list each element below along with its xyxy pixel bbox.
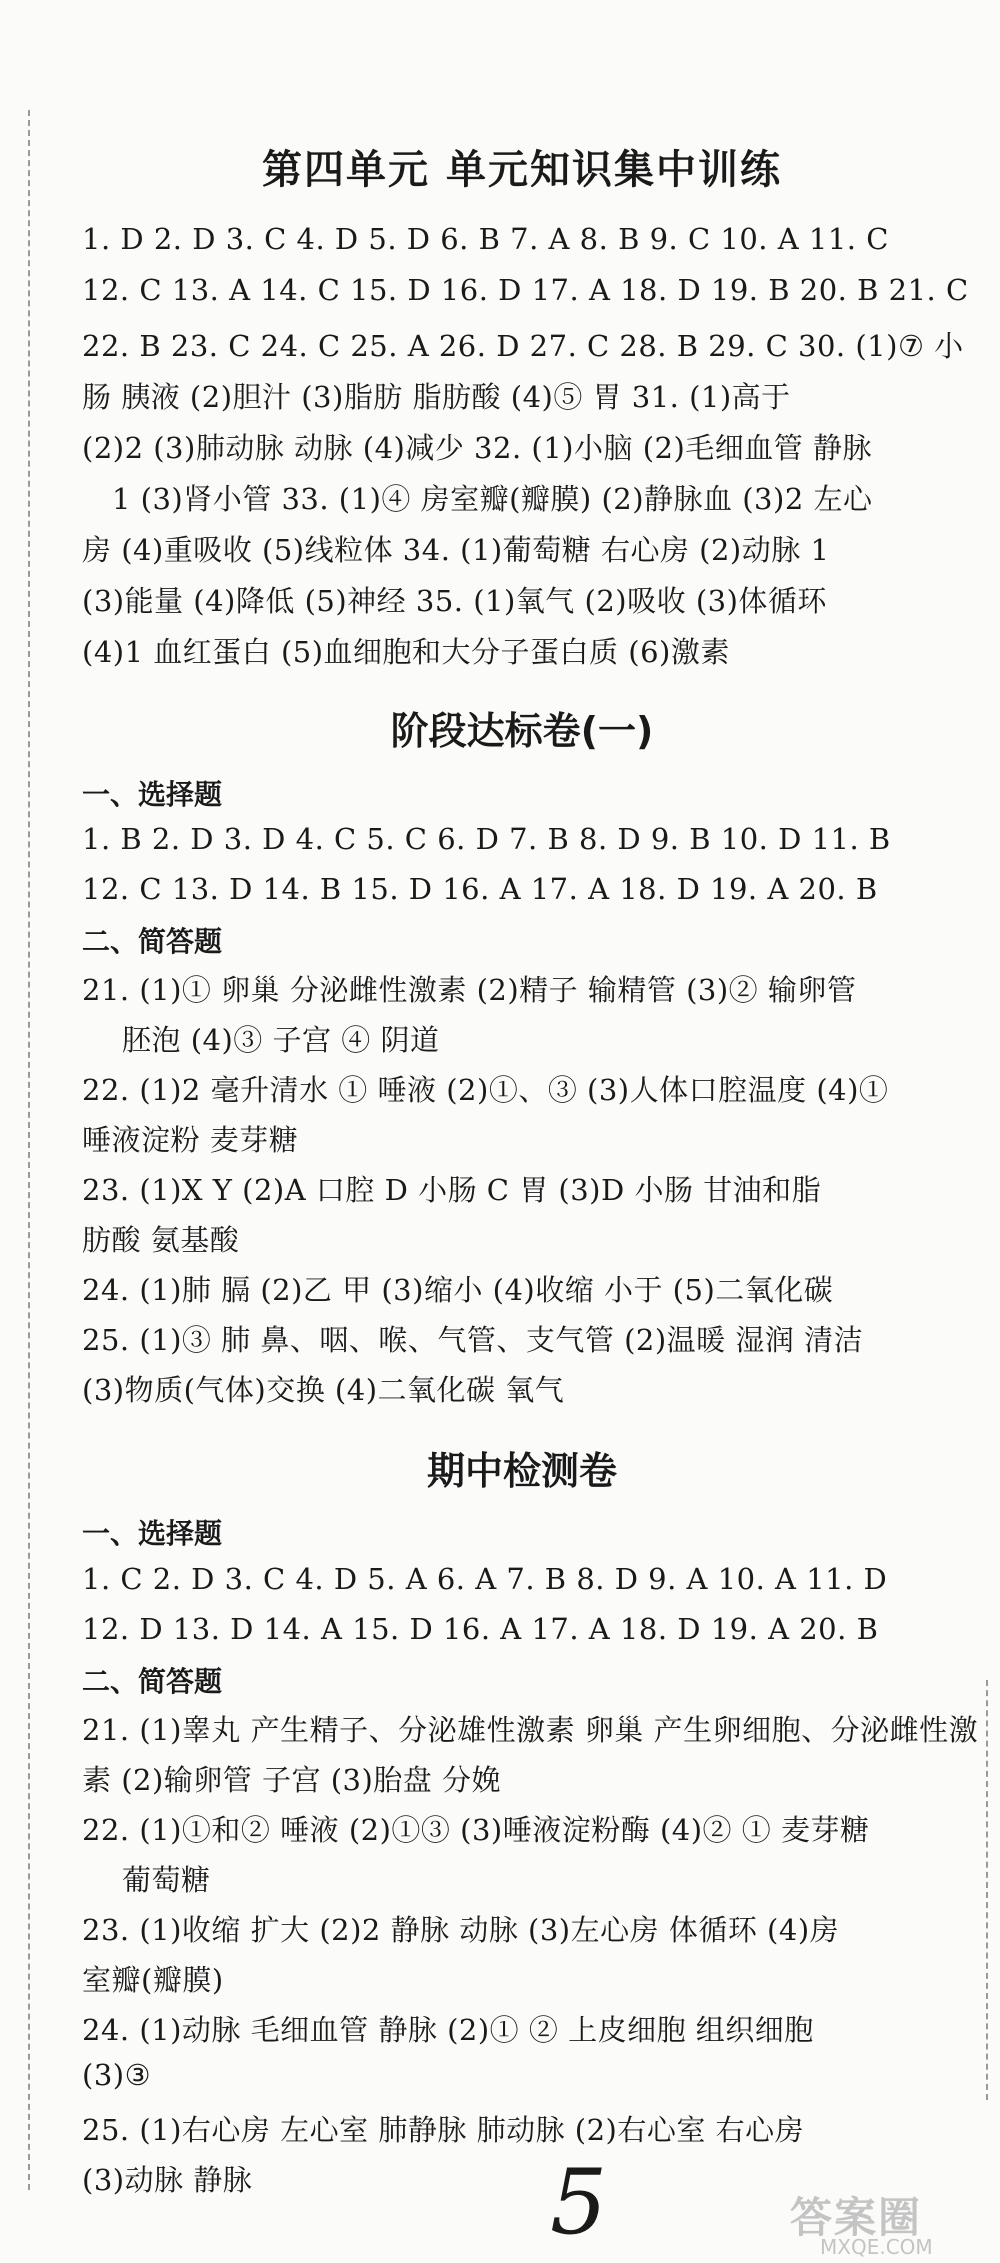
- midterm-title: 期中检测卷: [426, 1449, 617, 1493]
- short-answer-line: 胚泡 (4)③ 子宫 ④ 阴道: [122, 1023, 440, 1057]
- choice-answer-line: 1. B 2. D 3. D 4. C 5. C 6. D 7. B 8. D 9. B 10. D 11. B: [82, 822, 891, 856]
- short-answer-line: 25. (1)③ 肺 鼻、咽、喉、气管、支气管 (2)温暖 湿润 清洁: [82, 1323, 864, 1357]
- short-answer-line: 葡萄糖: [122, 1863, 211, 1897]
- choice-answer-line: 12. D 13. D 14. A 15. D 16. A 17. A 18. D 19. A 20. B: [82, 1612, 879, 1646]
- unit-answer-line: (2)2 (3)肺动脉 动脉 (4)减少 32. (1)小脑 (2)毛细血管 静脉: [82, 431, 872, 465]
- short-answer-line: 21. (1)① 卵巢 分泌雌性激素 (2)精子 输精管 (3)② 输卵管: [82, 973, 857, 1007]
- unit-answer-line: 22. B 23. C 24. C 25. A 26. D 27. C 28. B 29. C 30. (1)⑦ 小: [82, 329, 964, 363]
- binding-dashed-line: [28, 110, 30, 2190]
- short-answer-line: (3)动脉 静脉: [82, 2163, 253, 2197]
- short-answer-line: 室瓣(瓣膜): [82, 1963, 224, 1997]
- stage-test-title: 阶段达标卷(一): [390, 709, 654, 753]
- unit-answer-line: (3)能量 (4)降低 (5)神经 35. (1)氧气 (2)吸收 (3)体循环: [82, 584, 827, 618]
- short-answer-line: 素 (2)输卵管 子宫 (3)胎盘 分娩: [82, 1763, 502, 1797]
- unit-answer-line: (4)1 血红蛋白 (5)血细胞和大分子蛋白质 (6)激素: [82, 635, 730, 669]
- watermark-logo: [790, 2185, 990, 2259]
- short-answer-line: 23. (1)收缩 扩大 (2)2 静脉 动脉 (3)左心房 体循环 (4)房: [82, 1913, 840, 1947]
- short-answer-line: 21. (1)睾丸 产生精子、分泌雄性激素 卵巢 产生卵细胞、分泌雌性激: [82, 1713, 979, 1747]
- unit-answer-line: 肠 胰液 (2)胆汁 (3)脂肪 脂肪酸 (4)⑤ 胃 31. (1)高于: [82, 380, 791, 414]
- watermark-text: 答案圈: [790, 2193, 923, 2242]
- unit-answer-line: 1. D 2. D 3. C 4. D 5. D 6. B 7. A 8. B 9. C 10. A 11. C: [82, 222, 889, 256]
- unit-title: 第四单元 单元知识集中训练: [262, 146, 782, 193]
- unit-answer-line: 12. C 13. A 14. C 15. D 16. D 17. A 18. D 19. B 20. B 21. C: [82, 273, 969, 307]
- choice-heading: 一、选择题: [82, 1517, 223, 1550]
- unit-answer-line: 1 (3)肾小管 33. (1)④ 房室瓣(瓣膜) (2)静脉血 (3)2 左心: [112, 482, 873, 516]
- choice-answer-line: 12. C 13. D 14. B 15. D 16. A 17. A 18. D 19. A 20. B: [82, 872, 878, 906]
- choice-answer-line: 1. C 2. D 3. C 4. D 5. A 6. A 7. B 8. D 9. A 10. A 11. D: [82, 1562, 888, 1596]
- unit-answer-line: 房 (4)重吸收 (5)线粒体 34. (1)葡萄糖 右心房 (2)动脉 1: [82, 533, 830, 567]
- page-number: 5: [550, 2150, 608, 2255]
- short-answer-line: 24. (1)肺 膈 (2)乙 甲 (3)缩小 (4)收缩 小于 (5)二氧化碳: [82, 1273, 834, 1307]
- choice-heading: 一、选择题: [82, 778, 223, 811]
- short-answer-line: 23. (1)X Y (2)A 口腔 D 小肠 C 胃 (3)D 小肠 甘油和脂: [82, 1173, 822, 1207]
- short-answer-line: 22. (1)2 毫升清水 ① 唾液 (2)①、③ (3)人体口腔温度 (4)①: [82, 1073, 889, 1107]
- right-dashed-line: [986, 1680, 988, 2100]
- short-answer-line: 肪酸 氨基酸: [82, 1223, 240, 1257]
- short-answer-line: 25. (1)右心房 左心室 肺静脉 肺动脉 (2)右心室 右心房: [82, 2113, 805, 2147]
- short-answer-heading: 二、简答题: [82, 925, 223, 958]
- short-answer-line: (3)物质(气体)交换 (4)二氧化碳 氧气: [82, 1373, 565, 1407]
- short-answer-line: 唾液淀粉 麦芽糖: [82, 1123, 299, 1157]
- short-answer-line: 24. (1)动脉 毛细血管 静脉 (2)① ② 上皮细胞 组织细胞: [82, 2013, 814, 2047]
- short-answer-line: (3)③: [82, 2058, 152, 2092]
- short-answer-line: 22. (1)①和② 唾液 (2)①③ (3)唾液淀粉酶 (4)② ① 麦芽糖: [82, 1813, 870, 1847]
- short-answer-heading: 二、简答题: [82, 1665, 223, 1698]
- watermark-url: MXQE.COM: [820, 2235, 933, 2259]
